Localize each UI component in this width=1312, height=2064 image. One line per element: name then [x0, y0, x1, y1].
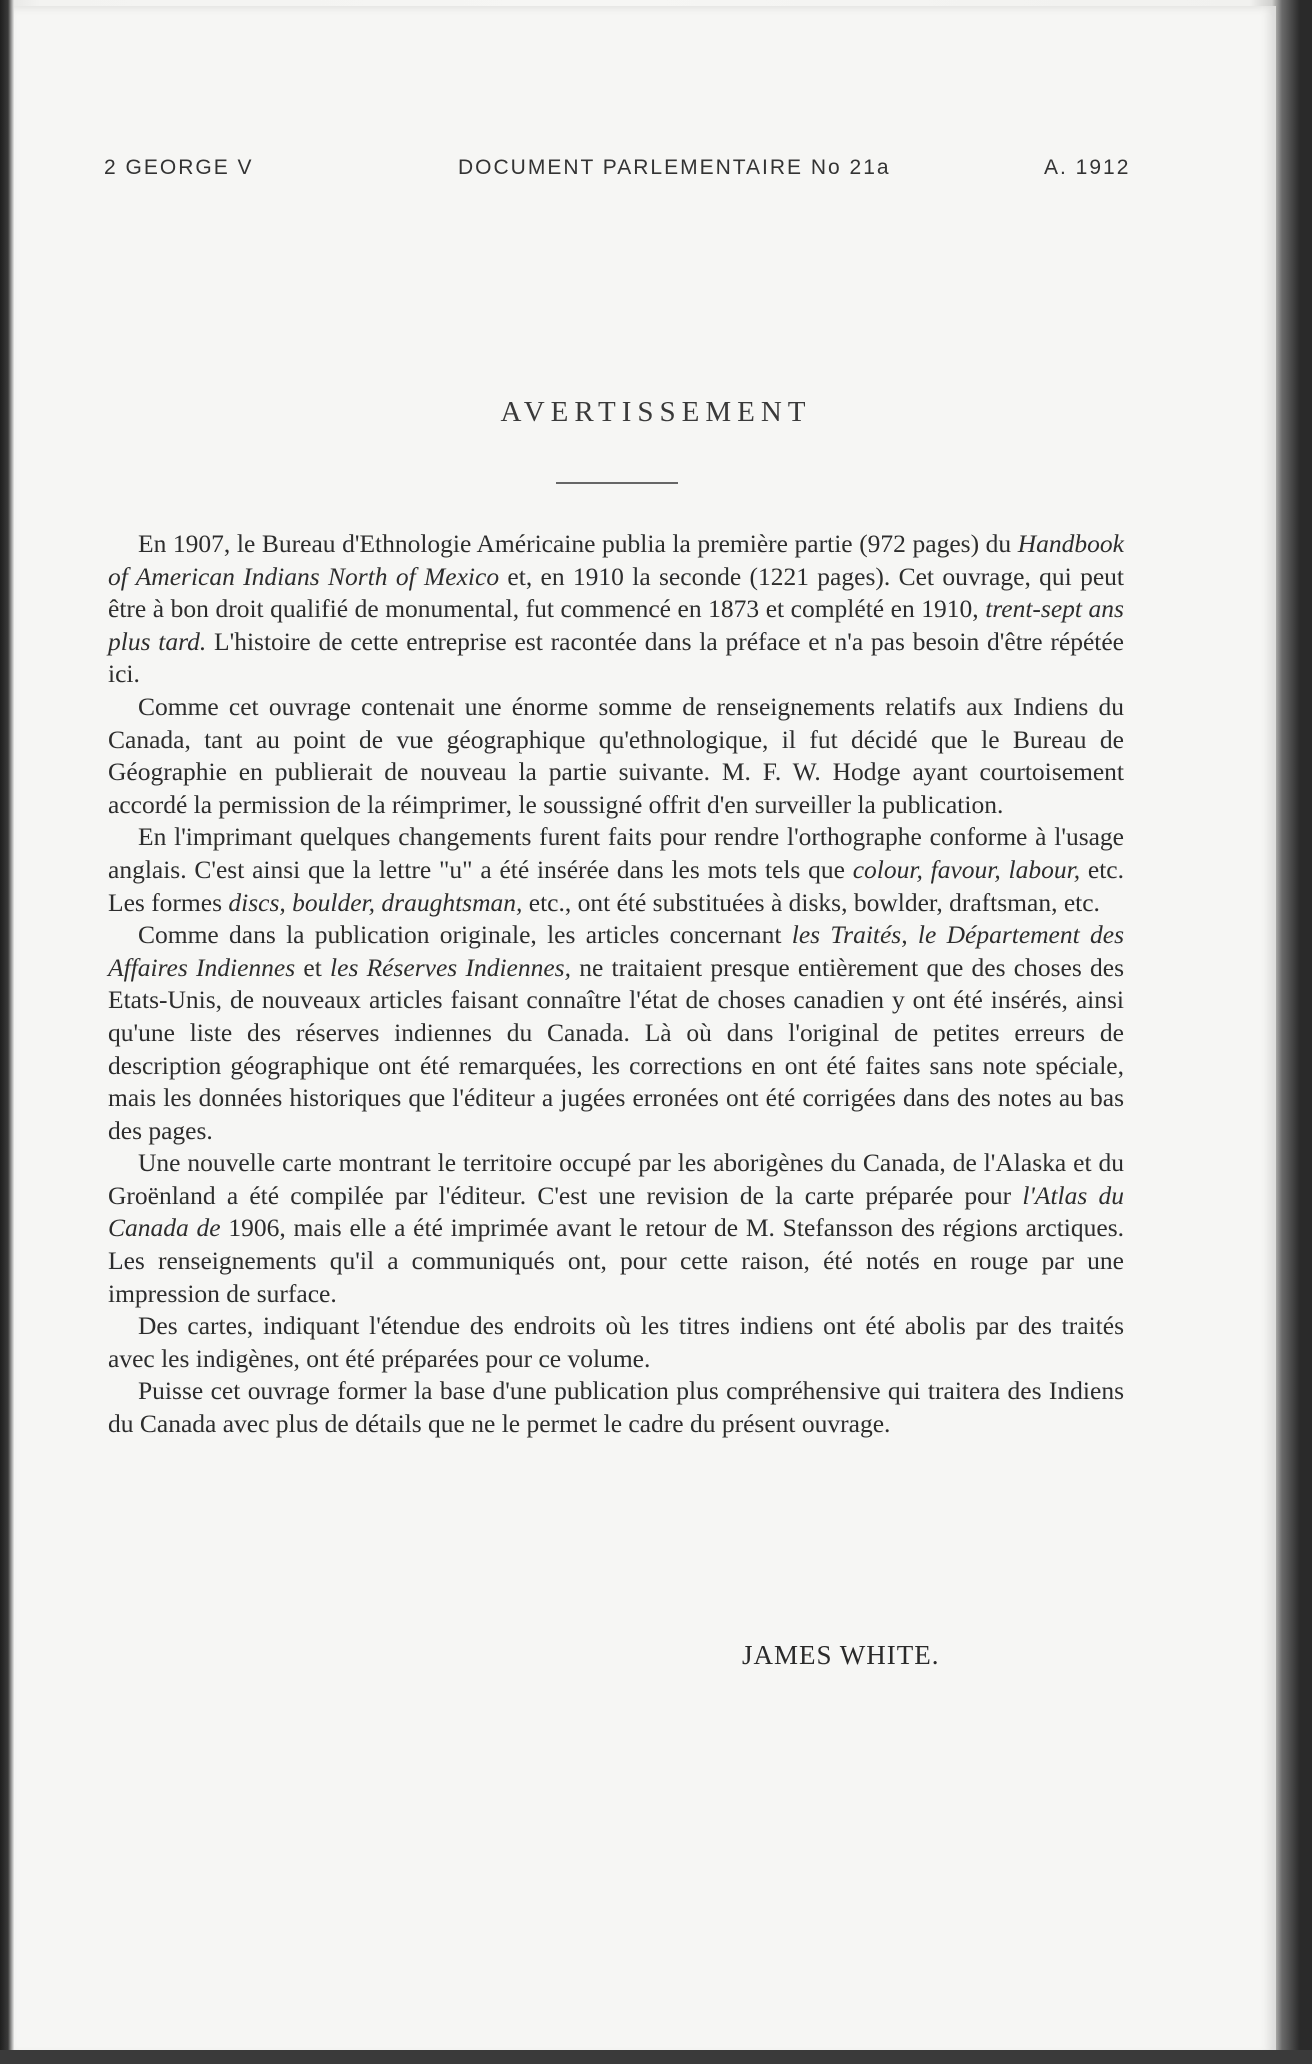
text-run: Une nouvelle carte montrant le territoire occupé par les aborigènes du Canada, de l'Alaska et du Groënland a été compilée par l'éditeur. C'est une revision de la carte préparée pour: [108, 1148, 1124, 1210]
header-session: 2 GEORGE V: [104, 156, 254, 179]
body-text: [108, 528, 1124, 1441]
text-run: Des cartes, indiquant l'étendue des endroits où les titres indiens ont été abolis par des traités avec les indigènes, ont été préparées pour ce volume.: [108, 1311, 1124, 1373]
paragraph: [108, 691, 1124, 821]
text-run: Comme cet ouvrage contenait une énorme somme de renseignements relatifs aux Indiens du Canada, tant au point de vue géographique qu'ethnologique, il fut décidé que le Bureau de Géographie en publierait de nouveau la partie suivante. M. F. W. Hodge ayant courtoisement accordé la permission de la réimprimer, le soussigné offrit d'en surveiller la publication.: [108, 691, 1124, 819]
text-run: et: [295, 952, 331, 982]
text-run: etc. Les formes: [108, 854, 1124, 917]
italic-run: trent-sept ans plus tard.: [108, 594, 1124, 656]
paragraph: [108, 1375, 1124, 1440]
italic-run: l'Atlas du Canada de: [108, 1180, 1125, 1243]
text-run: En l'imprimant quelques changements furent faits pour rendre l'orthographe conforme à l'usage anglais. C'est ainsi que la lettre "u" a été insérée dans les mots tels que: [108, 822, 1124, 884]
paragraph: [108, 1310, 1124, 1375]
paragraph: [108, 528, 1124, 691]
text-run: ne traitaient presque entièrement que des choses des Etats-Unis, de nouveaux articles faisant connaître l'état de choses canadien y ont été insérés, ainsi qu'une liste des réserves indiennes du Canada. Là où dans l'original de petites erreurs de description géographique ont été remarquées, les corrections en ont été faites sans note spéciale, mais les données historiques que l'éditeur a jugées erronées ont été corrigées dans des notes au bas des pages.: [108, 952, 1124, 1145]
running-header: [92, 156, 1132, 186]
italic-run: Handbook of American Indians North of Mexico: [108, 529, 1124, 591]
italic-run: discs, boulder, draughtsman,: [228, 887, 523, 917]
header-document: DOCUMENT PARLEMENTAIRE No 21a: [458, 156, 891, 179]
paragraph: [108, 919, 1124, 1147]
text-run: En 1907, le Bureau d'Ethnologie Américaine publia la première partie (972 pages) du: [138, 529, 1018, 558]
paragraph: [108, 821, 1124, 919]
italic-run: colour, favour, labour,: [852, 854, 1081, 884]
text-run: Comme dans la publication originale, les articles concernant: [138, 920, 792, 950]
italic-run: les Traités, le Département des Affaires Indiennes: [108, 920, 1124, 982]
scan-edge: [0, 2050, 1312, 2064]
text-run: L'histoire de cette entreprise est racontée dans la préface et n'a pas besoin d'être répétée ici.: [108, 626, 1124, 689]
title-rule: [556, 482, 678, 484]
paragraph: [108, 1147, 1124, 1310]
text-run: 1906, mais elle a été imprimée avant le retour de M. Stefansson des régions arctiques. Les renseignements qu'il a communiqués ont, pour cette raison, été notés en rouge par une impression de surface.: [108, 1213, 1124, 1308]
header-year: A. 1912: [1044, 156, 1131, 179]
signature: JAMES WHITE.: [742, 1640, 940, 1670]
text-run: Puisse cet ouvrage former la base d'une publication plus compréhensive qui traitera des Indiens du Canada avec plus de détails que ne le permet le cadre du présent ouvrage.: [108, 1376, 1124, 1439]
text-run: et, en 1910 la seconde (1221 pages). Cet ouvrage, qui peut être à bon droit qualifié de monumental, fut commencé en 1873 et complété en 1910,: [108, 561, 1124, 624]
italic-run: les Réserves Indiennes,: [330, 952, 571, 982]
text-run: etc., ont été substituées à disks, bowlder, draftsman, etc.: [522, 887, 1100, 917]
page-title: AVERTISSEMENT: [500, 396, 812, 428]
